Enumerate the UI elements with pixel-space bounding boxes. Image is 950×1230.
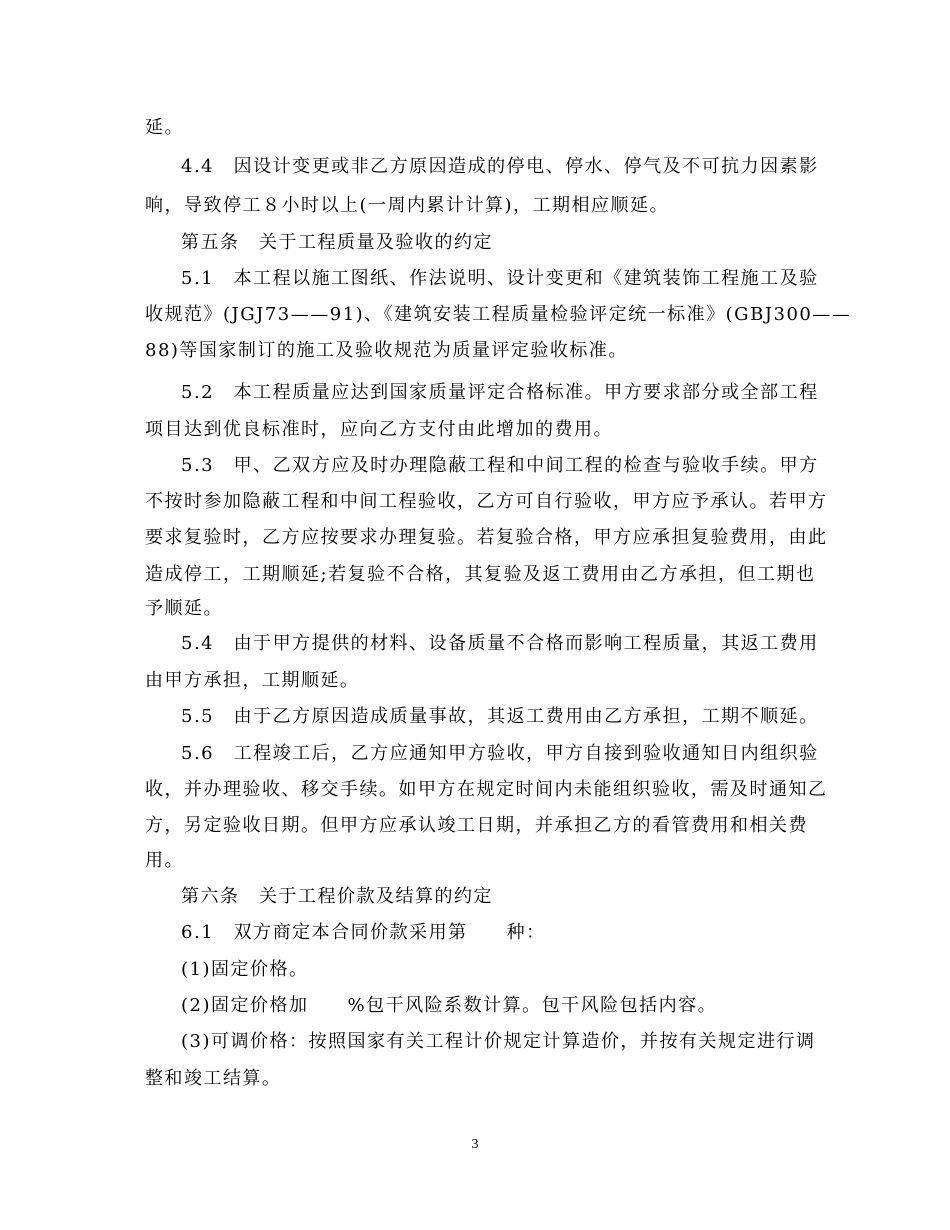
text-line: 5.4 由于甲方提供的材料、设备质量不合格而影响工程质量，其返工费用 [181,633,819,654]
text-line: 响，导致停工８小时以上(一周内累计计算)，工期相应顺延。 [145,195,670,216]
text-line: 5.6 工程竣工后，乙方应通知甲方验收，甲方自接到验收通知日内组织验 [181,743,819,764]
text-line: 项目达到优良标准时，应向乙方支付由此增加的费用。 [145,419,613,440]
text-line: 5.3 甲、乙双方应及时办理隐蔽工程和中间工程的检查与验收手续。甲方 [181,455,819,476]
text-line: 收，并办理验收、移交手续。如甲方在规定时间内未能组织验收，需及时通知乙 [145,779,828,800]
text-line: 5.2 本工程质量应达到国家质量评定合格标准。甲方要求部分或全部工程 [181,382,819,403]
text-line: 4.4 因设计变更或非乙方原因造成的停电、停水、停气及不可抗力因素影 [181,156,819,177]
text-line: 方，另定验收日期。但甲方应承认竣工日期，并承担乙方的看管费用和相关费 [145,815,808,836]
text-line: 造成停工，工期顺延;若复验不合格，其复验及返工费用由乙方承担，但工期也 [145,564,816,585]
text-line: 由甲方承担，工期顺延。 [145,670,360,691]
text-line: 用。 [145,850,184,871]
text-line: 5.5 由于乙方原因造成质量事故，其返工费用由乙方承担，工期不顺延。 [181,706,819,727]
text-line: 延。 [145,117,184,138]
text-line: (2)固定价格加 %包干风险系数计算。包干风险包括内容。 [181,995,718,1016]
text-line: 不按时参加隐蔽工程和中间工程验收，乙方可自行验收，甲方应予承认。若甲方 [145,491,828,512]
section-heading: 第五条 关于工程质量及验收的约定 [181,232,493,253]
text-line: (3)可调价格：按照国家有关工程计价规定计算造价，并按有关规定进行调 [181,1031,816,1052]
text-line: 予顺延。 [145,598,223,619]
text-line: 88)等国家制订的施工及验收规范为质量评定验收标准。 [145,340,628,361]
section-heading: 第六条 关于工程价款及结算的约定 [181,886,493,907]
text-line: 收规范》(JGJ73——91)、《建筑安装工程质量检验评定统一标准》(GBJ300—— [145,304,852,325]
text-line: 6.1 双方商定本合同价款采用第 种： [181,922,546,943]
text-line: 5.1 本工程以施工图纸、作法说明、设计变更和《建筑装饰工程施工及验 [181,268,819,289]
text-line: 要求复验时，乙方应按要求办理复验。若复验合格，甲方应承担复验费用，由此 [145,527,828,548]
text-line: 整和竣工结算。 [145,1068,282,1089]
text-line: (1)固定价格。 [181,959,309,980]
page-number: 3 [471,1137,479,1152]
